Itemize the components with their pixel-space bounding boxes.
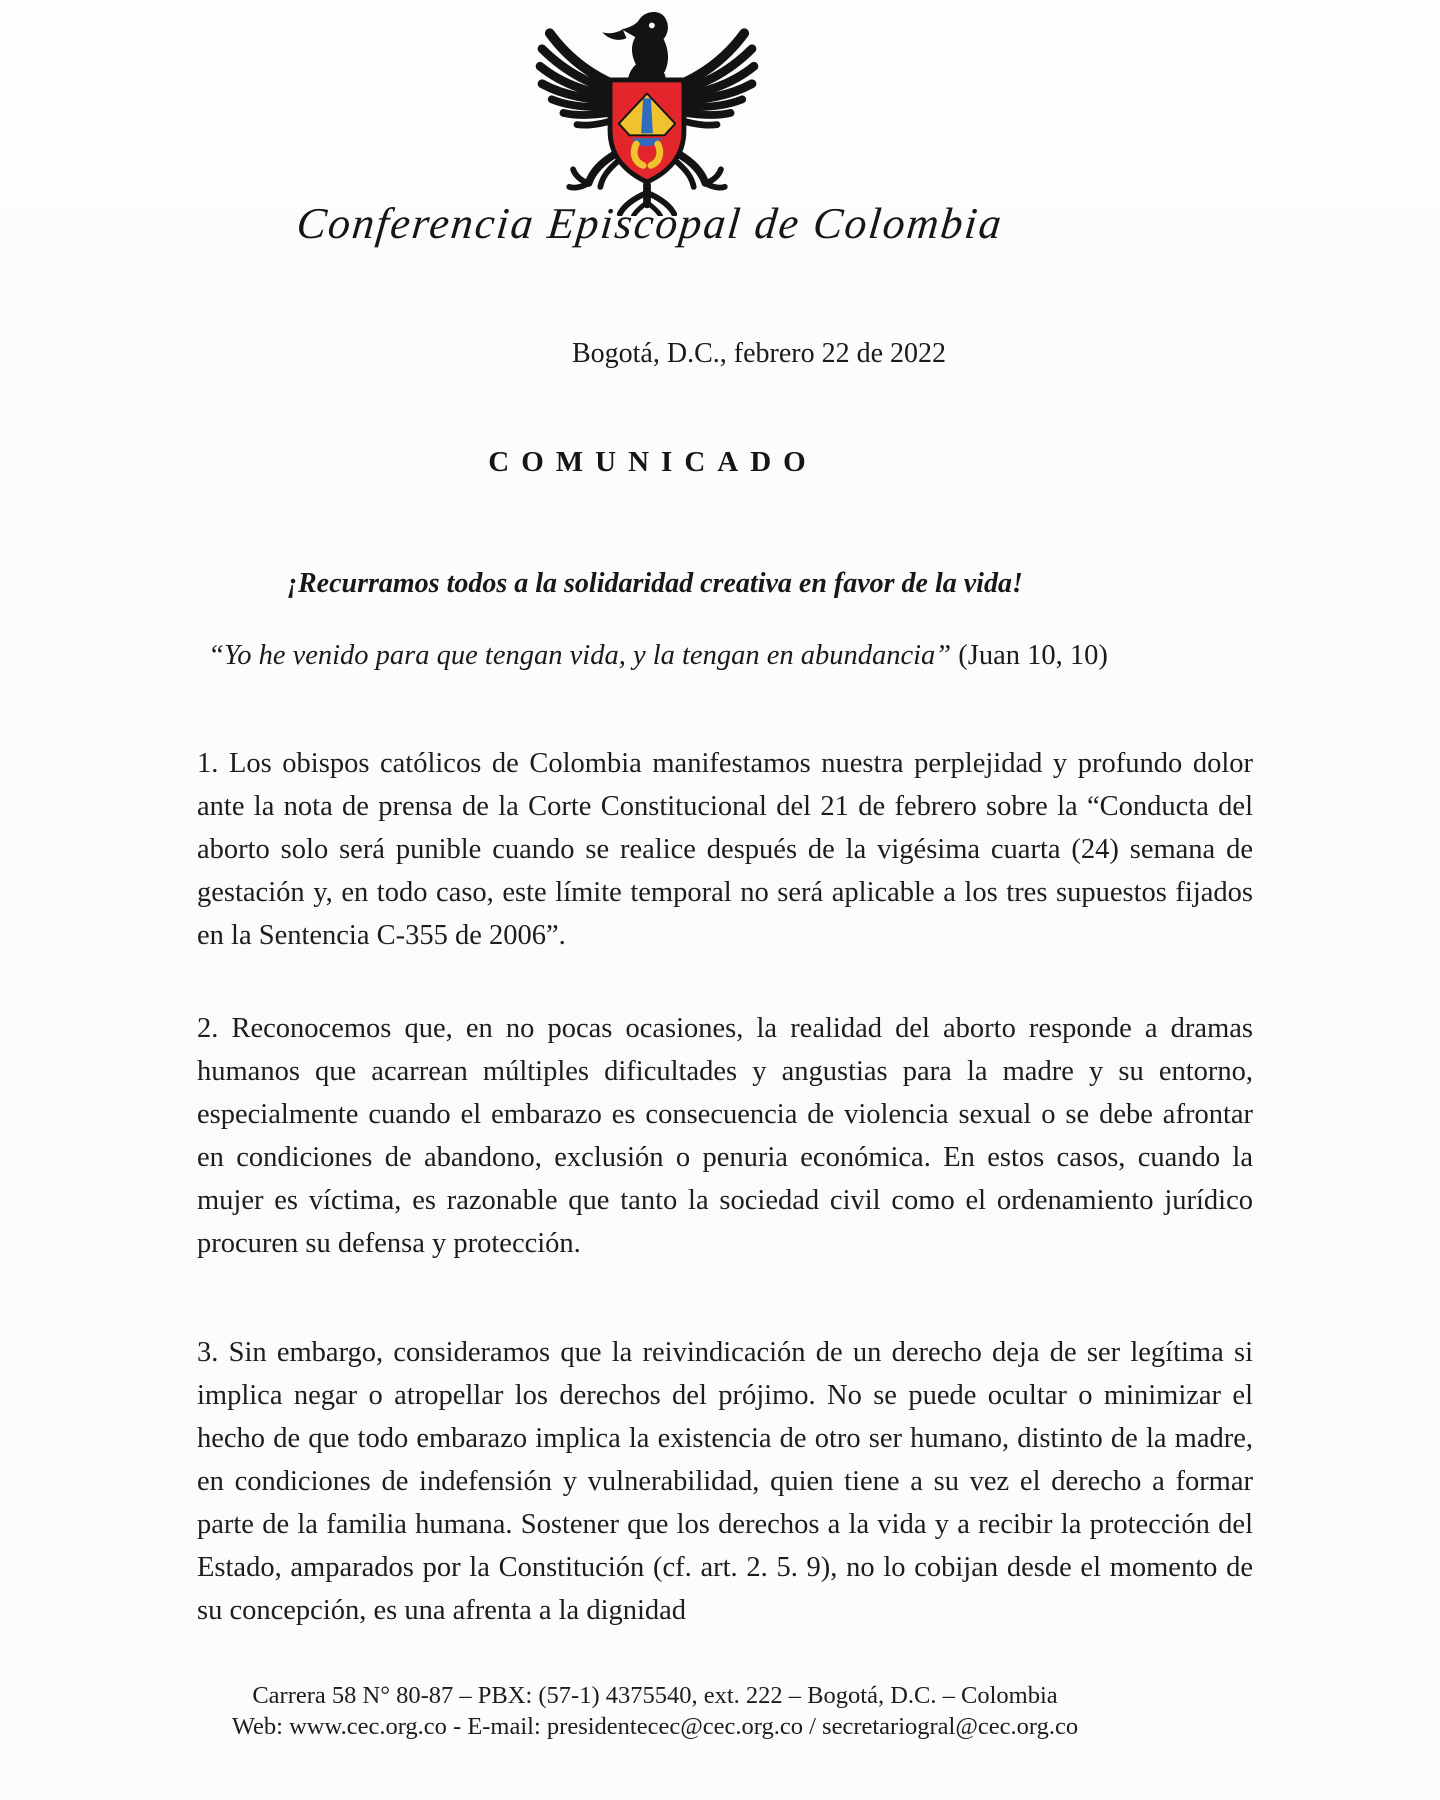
footer-address: Carrera 58 N° 80-87 – PBX: (57-1) 4375540, ext. 222 – Bogotá, D.C. – Colombia [252,1682,1058,1709]
coat-of-arms [527,6,767,216]
eagle-crest-icon [527,6,767,216]
paragraph-2: 2. Reconocemos que, en no pocas ocasiones, la realidad del aborto responde a dramas humanos que acarrean múltiples dificultades y angustias para la madre y su entorno, especialmente cuando el embarazo es consecuencia de violencia sexual o se debe afrontar en condiciones de abandono, exclusión o penuria económica. En estos casos, cuando la mujer es víctima, es razonable que tanto la sociedad civil como el ordenamiento jurídico procuren su defensa y protección. [197,1013,1253,1259]
organization-name: Conferencia Episcopal de Colombia [294,199,1006,248]
paragraph-3: 3. Sin embargo, consideramos que la reivindicación de un derecho deja de ser legítima si implica negar o atropellar los derechos del prójimo. No se puede ocultar o minimizar el hecho de que todo embarazo implica la existencia de otro ser humano, distinto de la madre, en condiciones de indefensión y vulnerabilidad, quien tiene a su vez el derecho a formar parte de la familia humana. Sostener que los derechos a la vida y a recibir la protección del Estado, amparados por la Constitución (cf. art. 2. 5. 9), no lo cobijan desde el momento de su concepción, es una afrenta a la dignidad [197,1337,1253,1626]
document-body [197,742,1253,1632]
footer-contacts: Web: www.cec.org.co - E-mail: presidentecec@cec.org.co / secretariogral@cec.org.co [231,1713,1079,1740]
epigraph [0,640,1316,672]
footer [0,1680,1310,1742]
dateline: Bogotá, D.C., febrero 22 de 2022 [571,338,947,369]
epigraph-reference: (Juan 10, 10) [951,640,1108,671]
epigraph-quote: “Yo he venido para que tengan vida, y la tengan en abundancia” [208,640,952,671]
headline: ¡Recurramos todos a la solidaridad creativa en favor de la vida! [287,568,1023,599]
document-title: COMUNICADO [488,446,818,478]
paragraph-1: 1. Los obispos católicos de Colombia manifestamos nuestra perplejidad y profundo dolor ante la nota de prensa de la Corte Constitucional del 21 de febrero sobre la “Conducta del aborto solo será punible cuando se realice después de la vigésima cuarta (24) semana de gestación y, en todo caso, este límite temporal no será aplicable a los tres supuestos fijados en la Sentencia C-355 de 2006”. [197,748,1253,951]
